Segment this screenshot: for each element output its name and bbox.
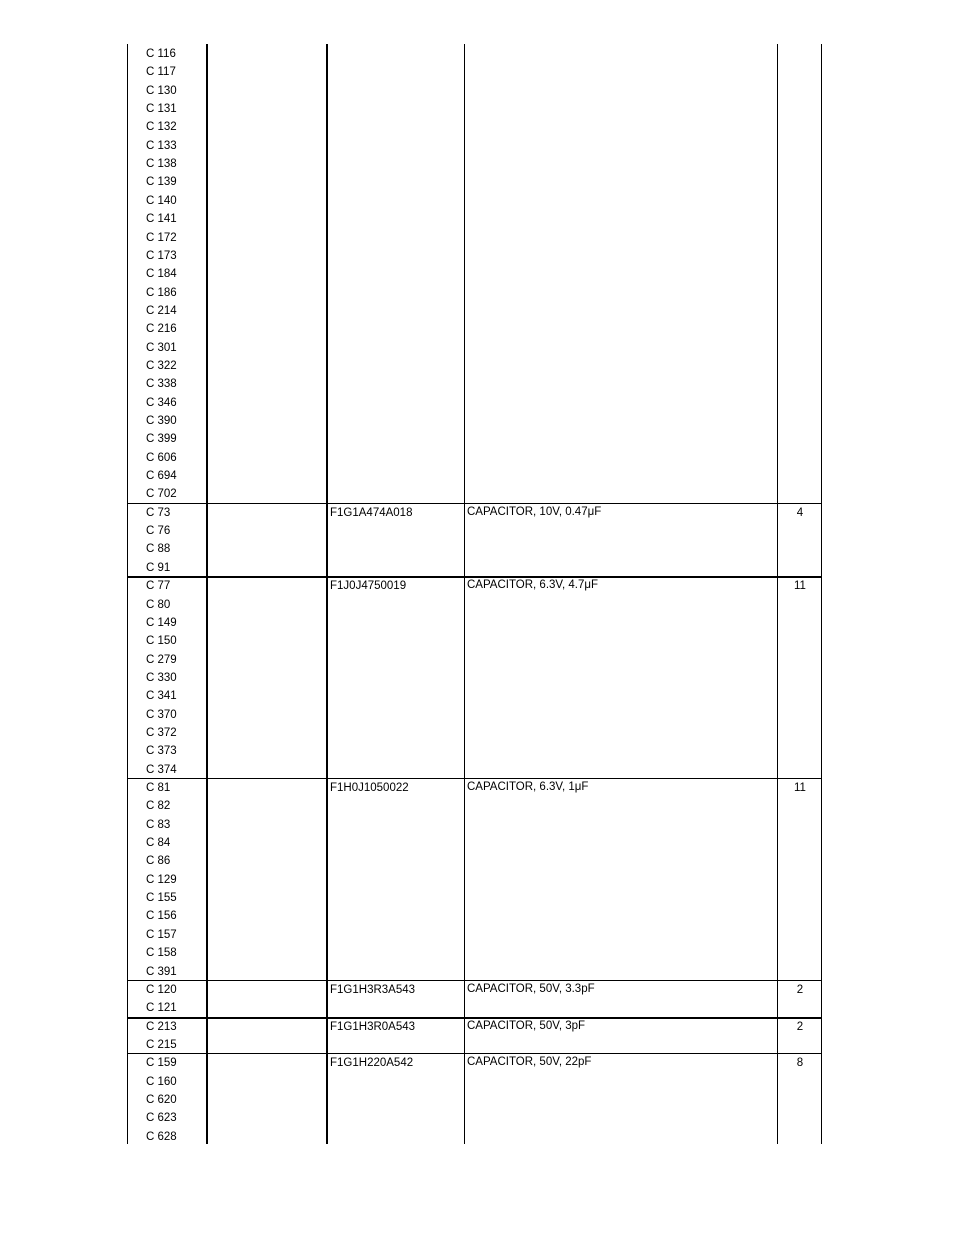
reference-designator: C 73 [146, 506, 171, 519]
reference-designator: C 160 [146, 1075, 177, 1088]
reference-designator: C 132 [146, 121, 177, 134]
reference-designator: C 620 [146, 1093, 177, 1106]
reference-designator: C 83 [146, 818, 171, 831]
reference-designator: C 338 [146, 378, 177, 391]
part-number: F1G1A474A018 [330, 506, 413, 519]
part-description: CAPACITOR, 6.3V, 1μF [467, 781, 589, 793]
reference-designator: C 141 [146, 213, 177, 226]
reference-designator: C 216 [146, 323, 177, 336]
reference-designator: C 172 [146, 231, 177, 244]
reference-designator: C 694 [146, 470, 177, 483]
reference-designator: C 623 [146, 1112, 177, 1125]
reference-designator: C 116 [146, 48, 176, 60]
quantity: 11 [794, 782, 806, 794]
reference-designator: C 91 [146, 561, 171, 574]
reference-designator: C 130 [146, 84, 177, 97]
part-number: F1H0J1050022 [330, 782, 409, 794]
reference-designator: C 173 [146, 249, 177, 262]
reference-designator: C 341 [146, 690, 177, 703]
reference-designator: C 82 [146, 800, 171, 813]
quantity: 2 [796, 1020, 804, 1033]
reference-designator: C 139 [146, 176, 177, 189]
reference-designator: C 77 [146, 580, 171, 593]
reference-designator: C 606 [146, 451, 177, 464]
reference-designator: C 330 [146, 671, 177, 684]
reference-designator: C 279 [146, 653, 177, 666]
reference-designator: C 399 [146, 433, 177, 446]
reference-designator: C 346 [146, 396, 177, 409]
reference-designator: C 372 [146, 726, 177, 739]
reference-designator: C 214 [146, 304, 177, 317]
reference-designator: C 391 [146, 965, 177, 978]
part-number: F1G1H3R3A543 [330, 983, 416, 996]
reference-designator: C 390 [146, 415, 177, 427]
row-separator [127, 778, 822, 779]
reference-designator: C 322 [146, 359, 177, 372]
reference-designator: C 81 [146, 782, 171, 794]
reference-designator: C 628 [146, 1130, 177, 1143]
reference-designator: C 86 [146, 855, 171, 868]
reference-designator: C 117 [146, 66, 176, 79]
reference-designator: C 374 [146, 763, 177, 776]
reference-designator: C 138 [146, 158, 177, 171]
reference-designator: C 156 [146, 910, 177, 923]
reference-designator: C 120 [146, 983, 177, 996]
part-number: F1G1H220A542 [330, 1057, 414, 1070]
part-description: CAPACITOR, 50V, 3pF [467, 1019, 586, 1032]
reference-designator: C 88 [146, 543, 171, 556]
reference-designator: C 157 [146, 928, 177, 941]
reference-designator: C 131 [146, 103, 177, 116]
reference-designator: C 80 [146, 598, 171, 611]
row-separator [127, 1053, 822, 1054]
quantity: 8 [796, 1057, 804, 1070]
reference-designator: C 158 [146, 947, 177, 960]
part-number: F1G1H3R0A543 [330, 1020, 416, 1033]
reference-designator: C 155 [146, 892, 177, 905]
reference-designator: C 702 [146, 488, 177, 501]
part-description: CAPACITOR, 10V, 0.47μF [467, 505, 602, 518]
reference-designator: C 129 [146, 873, 177, 886]
row-separator [127, 503, 822, 504]
row-separator [127, 980, 822, 981]
reference-designator: C 213 [146, 1020, 177, 1033]
quantity: 4 [796, 506, 804, 519]
quantity: 11 [794, 580, 806, 593]
part-number: F1J0J4750019 [330, 580, 407, 593]
reference-designator: C 184 [146, 268, 177, 281]
reference-designator: C 121 [146, 1002, 177, 1015]
reference-designator: C 370 [146, 708, 177, 721]
reference-designator: C 140 [146, 194, 177, 207]
reference-designator: C 150 [146, 635, 177, 648]
reference-designator: C 186 [146, 286, 177, 299]
reference-designator: C 301 [146, 341, 177, 354]
part-description: CAPACITOR, 50V, 3.3pF [467, 982, 595, 995]
reference-designator: C 84 [146, 837, 171, 850]
part-description: CAPACITOR, 6.3V, 4.7μF [467, 579, 599, 592]
reference-designator: C 373 [146, 745, 177, 758]
reference-designator: C 159 [146, 1057, 177, 1070]
quantity: 2 [796, 983, 804, 996]
reference-designator: C 215 [146, 1038, 177, 1051]
part-description: CAPACITOR, 50V, 22pF [467, 1056, 592, 1069]
reference-designator: C 149 [146, 616, 177, 629]
reference-designator: C 133 [146, 139, 177, 152]
reference-designator: C 76 [146, 525, 171, 538]
